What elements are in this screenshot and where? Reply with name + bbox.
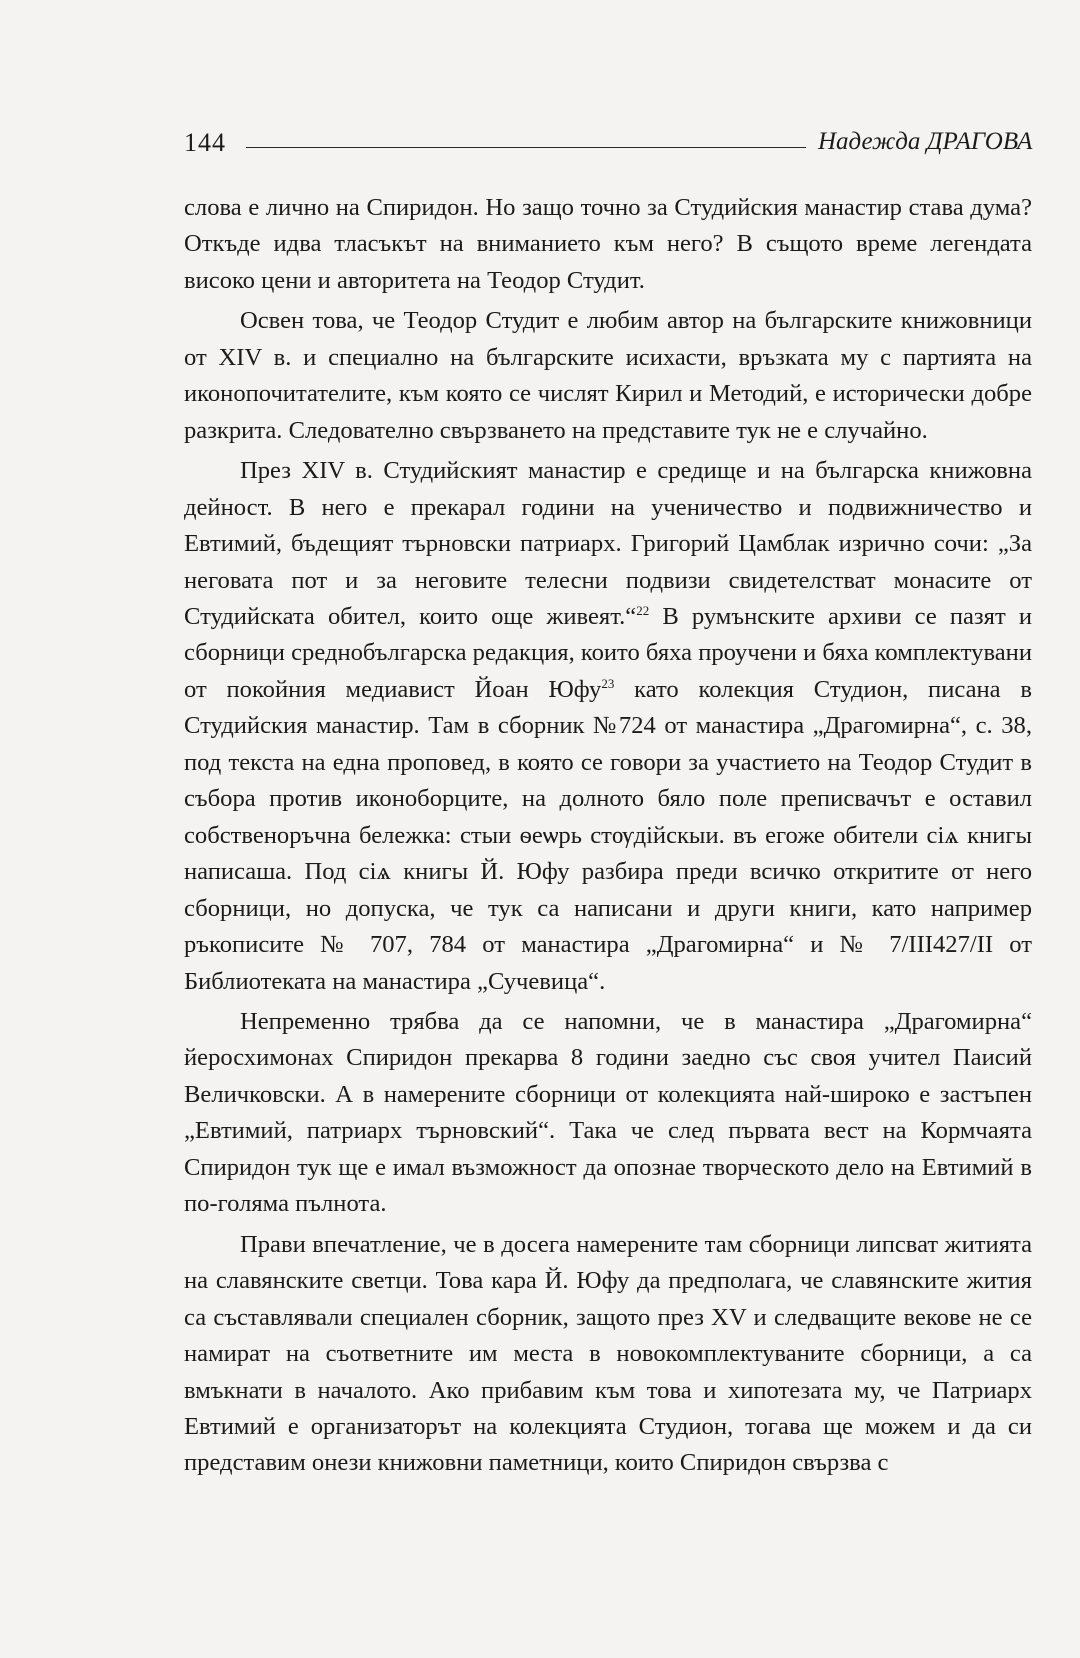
body-text: [184, 190, 1032, 1486]
paragraph-4: Непременно трябва да се напомни, че в манастира „Драгомирна“ йеросхимонах Спиридон прекарва 8 години заедно със своя учител Паисий Величковски. А в намерените сборници от колекцията най-широко е застъпен „Евтимий, патриарх търновский“. Така че след първата вест на Кормчаята Спиридон тук ще е имал възможност да опознае творческото дело на Евтимий в по-голяма пълнота.: [184, 1007, 1032, 1218]
paragraph-3: [184, 453, 1032, 1000]
footnote-ref-22[interactable]: 22: [636, 602, 650, 618]
running-head: Надежда ДРАГОВА: [818, 128, 1033, 155]
paragraph-2: Освен това, че Теодор Студит е любим автор на българските книжовници от XIV в. и специално на българските исихасти, връзката му с партията на иконопочитателите, към която се числят Кирил и Методий, е исторически добре разкрита. Следователно свързването на представите тук не е случайно.: [184, 307, 1032, 444]
paragraph-3-part-c: като колекция Студион, писана в Студийския манастир. Там в сборник №724 от манастира „Драгомирна“, с. 38, под текста на една проповед, в която се говори за участието на Теодор Студит в събора против иконоборците, на долното бяло поле преписвачът е оставил собственоръчна бележка: стыи ѳеѡрь стѹдiйскыи. въ егоже обители сiѧ книгы написаша. Под сiѧ книгы Й. Юфу разбира преди всичко откритите от него сборници, но допуска, че тук са написани и други книги, като например ръкописите № 707, 784 от манастира „Драгомирна“ и № 7/III427/II от Библиотеката на манастира „Сучевица“.: [184, 675, 1032, 995]
page-number: 144: [184, 128, 226, 157]
page-header: [184, 128, 1032, 168]
footnote-ref-23[interactable]: 23: [601, 675, 615, 691]
paragraph-5: Прави впечатление, че в досега намерените там сборници липсват житията на славянските светци. Това кара Й. Юфу да предполага, че славянските жития са съставлявали специален сборник, защото през XV и следващите векове не се намират на съответните им места в новокомплектуваните сборници, а са вмъкнати в началото. Ако прибавим към това и хипотезата му, че Патриарх Евтимий е организаторът на колекцията Студион, тогава ще можем и да си представим онези книжовни паметници, които Спиридон свързва с: [184, 1230, 1032, 1477]
header-rule: [246, 147, 806, 148]
paragraph-3-part-a: През XIV в. Студийският манастир е средище и на българска книжовна дейност. В него е прекарал години на ученичество и подвижничество и Евтимий, бъдещият търновски патриарх. Григорий Цамблак изрично сочи: „За неговата пот и за неговите телесни подвизи свидетелстват монасите от Студийската обител, които още живеят.“: [184, 457, 1032, 630]
paragraph-3-part-b: В румънските архиви се пазят и сборници среднобългарска редакция, които бяха проучени и бяха комплектувани от покойния медиавист Йоан Юфу: [184, 602, 1032, 703]
paragraph-1: слова е лично на Спиридон. Но защо точно за Студийския манастир става дума? Откъде идва тласъкът на вниманието към него? В същото време легендата високо цени и авторитета на Теодор Студит.: [184, 194, 1032, 294]
